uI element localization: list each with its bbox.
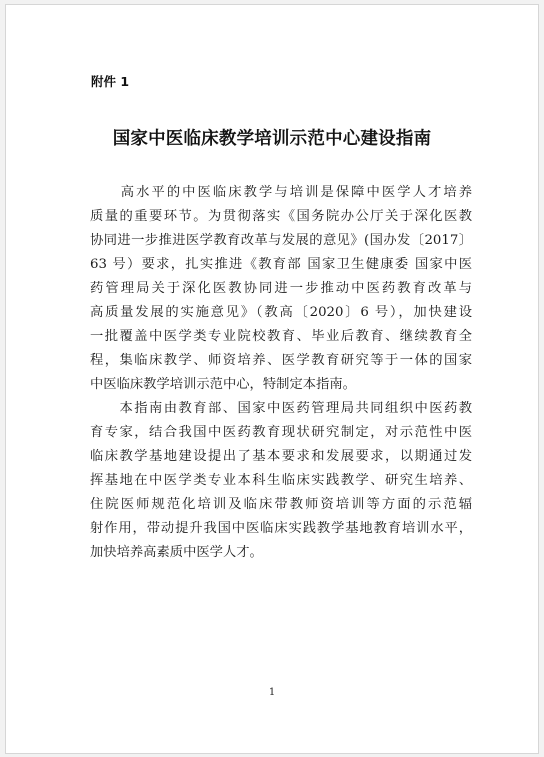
paragraph-line: 63 号）要求，扎实推进《教育部 国家卫生健康委 国家中医 [90,257,472,272]
paragraph-line: 高质量发展的实施意见》（教高〔2020〕6 号），加快建设 [90,305,472,320]
paragraph-line: 本指南由教育部、国家中医药管理局共同组织中医药教 [90,401,472,416]
paragraph-1 [90,181,472,397]
paragraph-line: 高水平的中医临床教学与培训是保障中医学人才培养 [90,185,472,200]
paragraph-line: 一批覆盖中医学类专业院校教育、毕业后教育、继续教育全 [90,329,472,344]
paragraph-line: 中医临床教学培训示范中心，特制定本指南。 [90,377,356,392]
paragraph-line: 药管理局关于深化医教协同进一步推动中医药教育改革与 [90,281,472,296]
paragraph-line: 住院医师规范化培训及临床带教师资培训等方面的示范辐 [90,497,472,512]
document-title: 国家中医临床教学培训示范中心建设指南 [112,129,432,149]
paragraph-line: 育专家，结合我国中医药教育现状研究制定，对示范性中医 [90,425,472,440]
page-number: 1 [268,687,276,698]
paragraph-line: 射作用，带动提升我国中医临床实践教学基地教育培训水平， [90,521,472,536]
paragraph-line: 程，集临床教学、师资培养、医学教育研究等于一体的国家 [90,353,472,368]
paragraph-2 [90,397,472,565]
paragraph-line: 临床教学基地建设提出了基本要求和发展要求，以期通过发 [90,449,472,464]
paragraph-line: 质量的重要环节。为贯彻落实《国务院办公厅关于深化医教 [90,209,472,224]
attachment-label: 附件 1 [91,74,130,89]
paragraph-line: 协同进一步推进医学教育改革与发展的意见》(国办发〔2017〕 [90,233,472,248]
document-page [5,4,539,754]
paragraph-line: 加快培养高素质中医学人才。 [90,545,263,560]
paragraph-line: 挥基地在中医学类专业本科生临床实践教学、研究生培养、 [90,473,472,488]
